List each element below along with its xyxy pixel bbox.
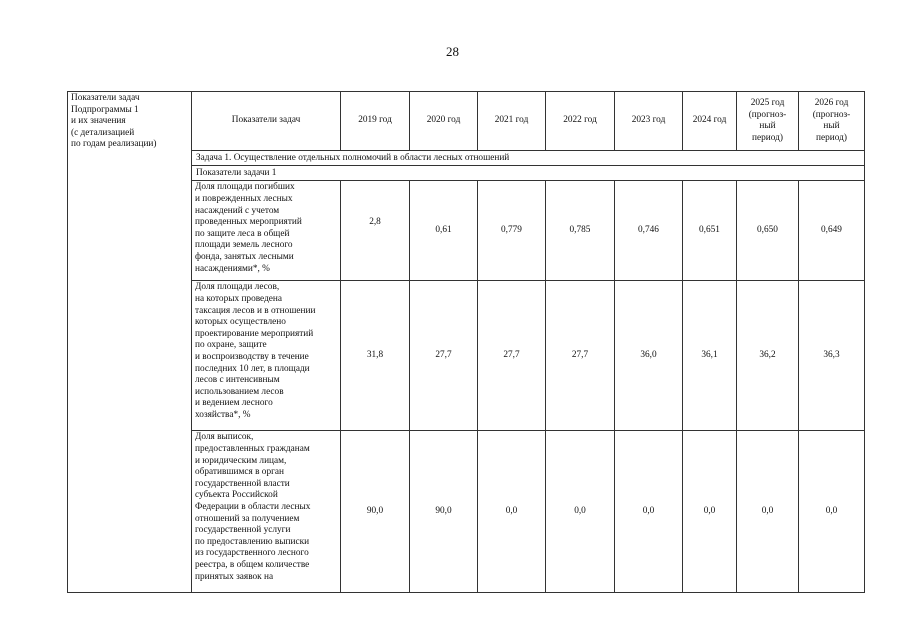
table-cell: 36,1 — [683, 281, 737, 431]
indicators-title: Показатели задачи 1 — [192, 166, 865, 181]
table-cell: 0,0 — [546, 431, 615, 593]
table-cell: 0,0 — [737, 431, 799, 593]
table-cell: 0,746 — [615, 181, 683, 281]
empty-cell — [68, 166, 192, 181]
table-cell: 36,2 — [737, 281, 799, 431]
table-cell: 0,649 — [799, 181, 865, 281]
task-title: Задача 1. Осуществление отдельных полномочий в области лесных отношений — [192, 151, 865, 166]
table-cell: 31,8 — [341, 281, 410, 431]
table-row — [68, 181, 865, 281]
column-header: 2019 год — [341, 92, 410, 151]
table-cell: 0,0 — [478, 431, 546, 593]
indicator-name: Доля выписок, предоставленных гражданам и юридическим лицам, обратившимся в орган государственной власти субъекта Российской Федерации в области лесных отношений за получением государственной услуги по предоставлению выписки из государственного лесного реестра, в общем количестве принятых заявок на — [192, 431, 341, 593]
table-header-row — [68, 92, 865, 151]
left-header-cell: Показатели задач Подпрограммы 1 и их значения (с детализацией по годам реализации) — [68, 92, 192, 151]
table-cell: 2,8 — [341, 181, 410, 281]
table-cell: 0,651 — [683, 181, 737, 281]
column-header: 2022 год — [546, 92, 615, 151]
table-cell: 27,7 — [478, 281, 546, 431]
table-cell: 0,0 — [615, 431, 683, 593]
empty-cell — [68, 151, 192, 166]
empty-cell — [68, 431, 192, 593]
table-row — [68, 281, 865, 431]
table-cell: 0,785 — [546, 181, 615, 281]
page-number: 28 — [446, 44, 459, 59]
indicators-title-row — [68, 166, 865, 181]
column-header: 2025 год (прогноз- ный период) — [737, 92, 799, 151]
table-cell: 36,0 — [615, 281, 683, 431]
table-cell: 0,0 — [799, 431, 865, 593]
empty-cell — [68, 181, 192, 281]
table-row — [68, 431, 865, 593]
table-cell: 90,0 — [410, 431, 478, 593]
table-cell: 0,61 — [410, 181, 478, 281]
column-header: 2020 год — [410, 92, 478, 151]
empty-cell — [68, 281, 192, 431]
column-header: 2023 год — [615, 92, 683, 151]
column-header: 2021 год — [478, 92, 546, 151]
table-cell: 36,3 — [799, 281, 865, 431]
column-header: Показатели задач — [192, 92, 341, 151]
task-row — [68, 151, 865, 166]
table-cell: 0,0 — [683, 431, 737, 593]
table-cell: 90,0 — [341, 431, 410, 593]
indicators-table — [67, 91, 865, 593]
indicator-name: Доля площади лесов, на которых проведена таксация лесов и в отношении которых осуществлено проектирование мероприятий по охране, защите и воспроизводству в течение последних 10 лет, в площади лесов с интенсивным использованием лесов и ведением лесного хозяйства*, % — [192, 281, 341, 431]
column-header: 2024 год — [683, 92, 737, 151]
column-header: 2026 год (прогноз- ный период) — [799, 92, 865, 151]
table-cell: 0,650 — [737, 181, 799, 281]
indicator-name: Доля площади погибших и поврежденных лесных насаждений с учетом проведенных мероприятий по защите леса в общей площади земель лесного фонда, занятых лесными насаждениями*, % — [192, 181, 341, 281]
table-cell: 0,779 — [478, 181, 546, 281]
table-cell: 27,7 — [546, 281, 615, 431]
table-cell: 27,7 — [410, 281, 478, 431]
